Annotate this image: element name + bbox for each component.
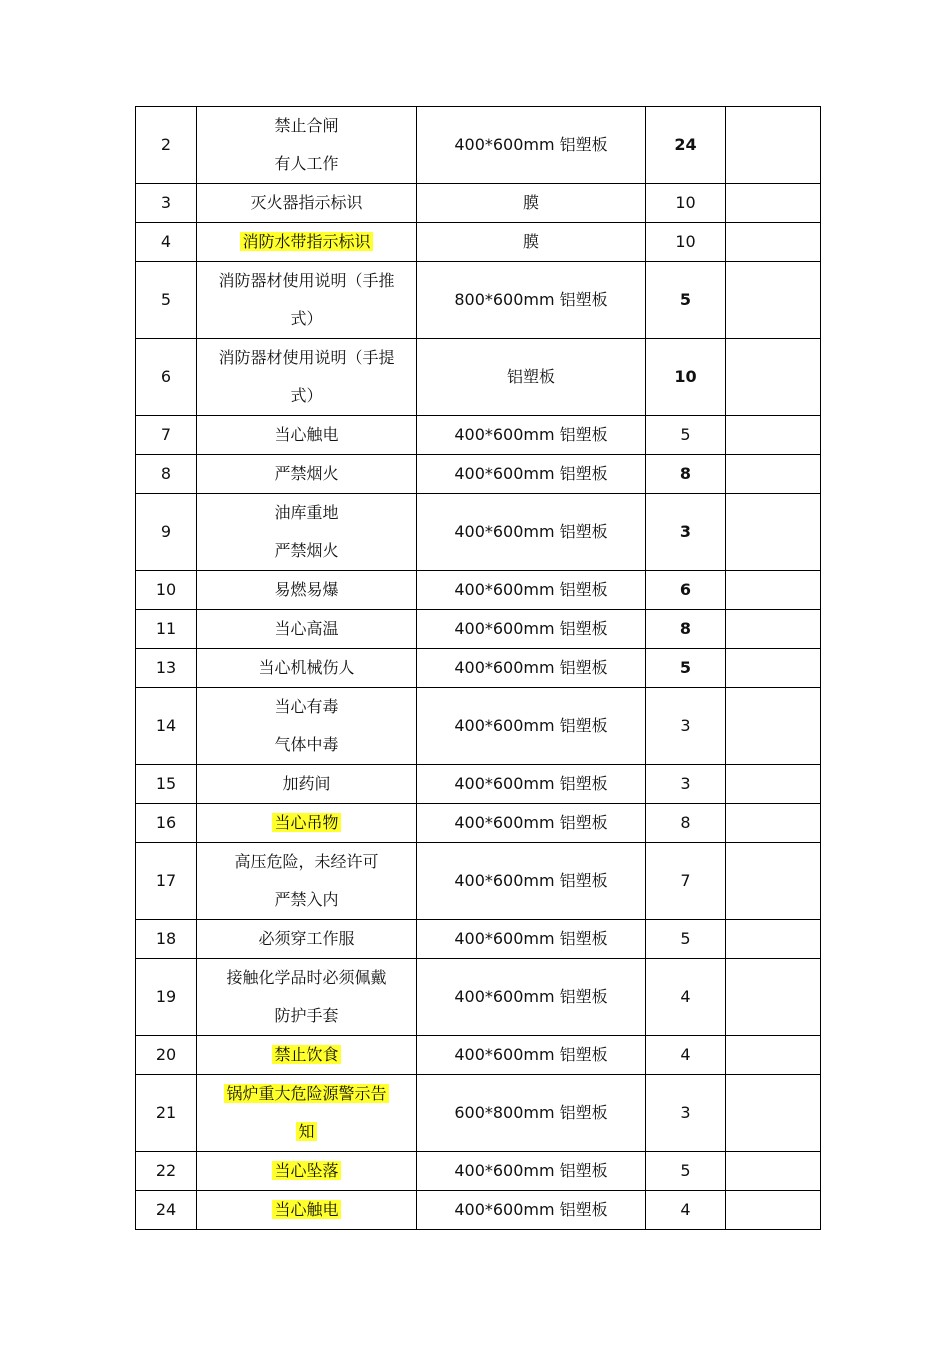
cell-quantity: 6: [646, 571, 726, 610]
table-row: [136, 1075, 821, 1152]
cell-quantity: 10: [646, 184, 726, 223]
sign-name-line: [197, 1191, 416, 1229]
cell-remarks: [726, 262, 821, 339]
highlighted-text: 消防水带指示标识: [242, 232, 371, 251]
sign-name-line: [197, 726, 416, 764]
cell-quantity: 4: [646, 1036, 726, 1075]
sign-name-line: [197, 1036, 416, 1074]
cell-remarks: [726, 494, 821, 571]
sign-name-line: [197, 920, 416, 958]
sign-name-line: [197, 649, 416, 687]
cell-remarks: [726, 688, 821, 765]
cell-quantity: 4: [646, 1191, 726, 1230]
cell-quantity: 5: [646, 262, 726, 339]
cell-specification: 400*600mm 铝塑板: [417, 494, 646, 571]
cell-remarks: [726, 107, 821, 184]
sign-name-line: [197, 881, 416, 919]
cell-number: 6: [136, 339, 197, 416]
cell-specification: 400*600mm 铝塑板: [417, 416, 646, 455]
cell-specification: 800*600mm 铝塑板: [417, 262, 646, 339]
table-row: [136, 804, 821, 843]
table-row: [136, 571, 821, 610]
cell-number: 24: [136, 1191, 197, 1230]
cell-sign-name: [197, 262, 417, 339]
cell-remarks: [726, 1152, 821, 1191]
cell-remarks: [726, 571, 821, 610]
sign-name-text: 灭火器指示标识: [250, 193, 363, 212]
cell-sign-name: [197, 765, 417, 804]
cell-specification: 400*600mm 铝塑板: [417, 107, 646, 184]
cell-sign-name: [197, 649, 417, 688]
sign-name-line: [197, 455, 416, 493]
sign-list-table: [135, 106, 821, 1230]
cell-sign-name: [197, 416, 417, 455]
table-row: [136, 959, 821, 1036]
sign-name-line: [197, 804, 416, 842]
cell-remarks: [726, 184, 821, 223]
highlighted-text: 锅炉重大危险源警示告: [226, 1084, 387, 1103]
cell-specification: 400*600mm 铝塑板: [417, 610, 646, 649]
table-row: [136, 339, 821, 416]
table-row: [136, 107, 821, 184]
cell-number: 5: [136, 262, 197, 339]
cell-remarks: [726, 959, 821, 1036]
sign-name-line: [197, 377, 416, 415]
cell-specification: 膜: [417, 223, 646, 262]
sign-name-text: 当心触电: [274, 425, 339, 444]
sign-name-line: [197, 107, 416, 145]
cell-remarks: [726, 843, 821, 920]
cell-number: 9: [136, 494, 197, 571]
cell-quantity: 8: [646, 610, 726, 649]
table-row: [136, 416, 821, 455]
cell-specification: 400*600mm 铝塑板: [417, 1036, 646, 1075]
sign-name-text: 消防器材使用说明（手提: [218, 348, 395, 367]
sign-name-line: [197, 300, 416, 338]
sign-name-line: [197, 765, 416, 803]
cell-quantity: 5: [646, 416, 726, 455]
cell-number: 10: [136, 571, 197, 610]
cell-quantity: 3: [646, 494, 726, 571]
cell-remarks: [726, 339, 821, 416]
cell-remarks: [726, 416, 821, 455]
cell-sign-name: [197, 339, 417, 416]
cell-number: 18: [136, 920, 197, 959]
table-row: [136, 843, 821, 920]
sign-name-line: [197, 688, 416, 726]
cell-sign-name: [197, 959, 417, 1036]
cell-quantity: 5: [646, 649, 726, 688]
table-row: [136, 1191, 821, 1230]
table-row: [136, 1036, 821, 1075]
cell-number: 19: [136, 959, 197, 1036]
cell-remarks: [726, 223, 821, 262]
sign-name-text: 接触化学品时必须佩戴: [226, 968, 387, 987]
cell-remarks: [726, 610, 821, 649]
cell-remarks: [726, 1075, 821, 1152]
cell-specification: 400*600mm 铝塑板: [417, 920, 646, 959]
cell-specification: 400*600mm 铝塑板: [417, 804, 646, 843]
sign-name-text: 式）: [290, 309, 323, 328]
cell-remarks: [726, 920, 821, 959]
cell-remarks: [726, 765, 821, 804]
cell-quantity: 8: [646, 455, 726, 494]
table-row: [136, 494, 821, 571]
cell-number: 21: [136, 1075, 197, 1152]
sign-name-line: [197, 571, 416, 609]
cell-remarks: [726, 1191, 821, 1230]
cell-quantity: 3: [646, 765, 726, 804]
cell-sign-name: [197, 1036, 417, 1075]
sign-name-line: [197, 339, 416, 377]
sign-name-line: [197, 1152, 416, 1190]
table-row: [136, 184, 821, 223]
cell-sign-name: [197, 571, 417, 610]
sign-name-line: [197, 997, 416, 1035]
table-body: [136, 107, 821, 1230]
cell-specification: 400*600mm 铝塑板: [417, 649, 646, 688]
cell-specification: 膜: [417, 184, 646, 223]
cell-specification: 400*600mm 铝塑板: [417, 765, 646, 804]
cell-number: 7: [136, 416, 197, 455]
table-row: [136, 649, 821, 688]
cell-number: 15: [136, 765, 197, 804]
cell-number: 4: [136, 223, 197, 262]
cell-remarks: [726, 455, 821, 494]
cell-remarks: [726, 649, 821, 688]
sign-name-text: 油库重地: [274, 503, 339, 522]
sign-name-text: 严禁烟火: [274, 464, 339, 483]
cell-specification: 400*600mm 铝塑板: [417, 688, 646, 765]
sign-name-line: [197, 416, 416, 454]
sign-name-text: 加药间: [282, 774, 331, 793]
sign-name-text: 易燃易爆: [274, 580, 339, 599]
cell-remarks: [726, 804, 821, 843]
sign-name-line: [197, 223, 416, 261]
sign-name-text: 禁止合闸: [274, 116, 339, 135]
cell-quantity: 24: [646, 107, 726, 184]
cell-quantity: 3: [646, 1075, 726, 1152]
highlighted-text: 当心触电: [274, 1200, 339, 1219]
cell-number: 8: [136, 455, 197, 494]
sign-name-line: [197, 1113, 416, 1151]
cell-sign-name: [197, 455, 417, 494]
cell-number: 16: [136, 804, 197, 843]
cell-sign-name: [197, 610, 417, 649]
cell-number: 20: [136, 1036, 197, 1075]
cell-specification: 铝塑板: [417, 339, 646, 416]
cell-sign-name: [197, 494, 417, 571]
cell-sign-name: [197, 1075, 417, 1152]
sign-name-line: [197, 843, 416, 881]
cell-quantity: 3: [646, 688, 726, 765]
cell-sign-name: [197, 107, 417, 184]
sign-name-line: [197, 1075, 416, 1113]
cell-specification: 400*600mm 铝塑板: [417, 959, 646, 1036]
sign-name-line: [197, 184, 416, 222]
table-row: [136, 223, 821, 262]
sign-name-line: [197, 959, 416, 997]
cell-specification: 400*600mm 铝塑板: [417, 455, 646, 494]
sign-name-line: [197, 145, 416, 183]
cell-number: 14: [136, 688, 197, 765]
cell-number: 13: [136, 649, 197, 688]
cell-sign-name: [197, 223, 417, 262]
cell-number: 17: [136, 843, 197, 920]
sign-name-line: [197, 610, 416, 648]
table-row: [136, 262, 821, 339]
cell-quantity: 10: [646, 339, 726, 416]
cell-quantity: 10: [646, 223, 726, 262]
cell-quantity: 5: [646, 920, 726, 959]
highlighted-text: 当心坠落: [274, 1161, 339, 1180]
sign-name-text: 气体中毒: [274, 735, 339, 754]
sign-name-line: [197, 532, 416, 570]
highlighted-text: 当心吊物: [274, 813, 339, 832]
highlighted-text: 禁止饮食: [274, 1045, 339, 1064]
cell-specification: 400*600mm 铝塑板: [417, 1191, 646, 1230]
sign-name-text: 防护手套: [274, 1006, 339, 1025]
cell-specification: 400*600mm 铝塑板: [417, 843, 646, 920]
table-row: [136, 455, 821, 494]
sign-name-line: [197, 494, 416, 532]
cell-number: 22: [136, 1152, 197, 1191]
cell-sign-name: [197, 688, 417, 765]
cell-sign-name: [197, 843, 417, 920]
table-row: [136, 765, 821, 804]
sign-name-text: 严禁入内: [274, 890, 339, 909]
cell-specification: 400*600mm 铝塑板: [417, 1152, 646, 1191]
cell-specification: 600*800mm 铝塑板: [417, 1075, 646, 1152]
sign-name-text: 消防器材使用说明（手推: [218, 271, 395, 290]
sign-name-line: [197, 262, 416, 300]
table-row: [136, 610, 821, 649]
cell-sign-name: [197, 1152, 417, 1191]
cell-quantity: 4: [646, 959, 726, 1036]
cell-quantity: 8: [646, 804, 726, 843]
table-row: [136, 920, 821, 959]
cell-sign-name: [197, 804, 417, 843]
cell-specification: 400*600mm 铝塑板: [417, 571, 646, 610]
sign-name-text: 严禁烟火: [274, 541, 339, 560]
sign-name-text: 当心有毒: [274, 697, 339, 716]
cell-sign-name: [197, 920, 417, 959]
cell-number: 2: [136, 107, 197, 184]
sign-name-text: 必须穿工作服: [258, 929, 355, 948]
cell-quantity: 5: [646, 1152, 726, 1191]
cell-quantity: 7: [646, 843, 726, 920]
cell-sign-name: [197, 184, 417, 223]
highlighted-text: 知: [298, 1122, 315, 1141]
sign-name-text: 当心高温: [274, 619, 339, 638]
cell-sign-name: [197, 1191, 417, 1230]
sign-name-text: 式）: [290, 386, 323, 405]
sign-name-text: 高压危险，未经许可: [234, 852, 379, 871]
table-row: [136, 688, 821, 765]
sign-name-text: 有人工作: [274, 154, 339, 173]
cell-number: 3: [136, 184, 197, 223]
cell-number: 11: [136, 610, 197, 649]
sign-name-text: 当心机械伤人: [258, 658, 355, 677]
table-row: [136, 1152, 821, 1191]
cell-remarks: [726, 1036, 821, 1075]
